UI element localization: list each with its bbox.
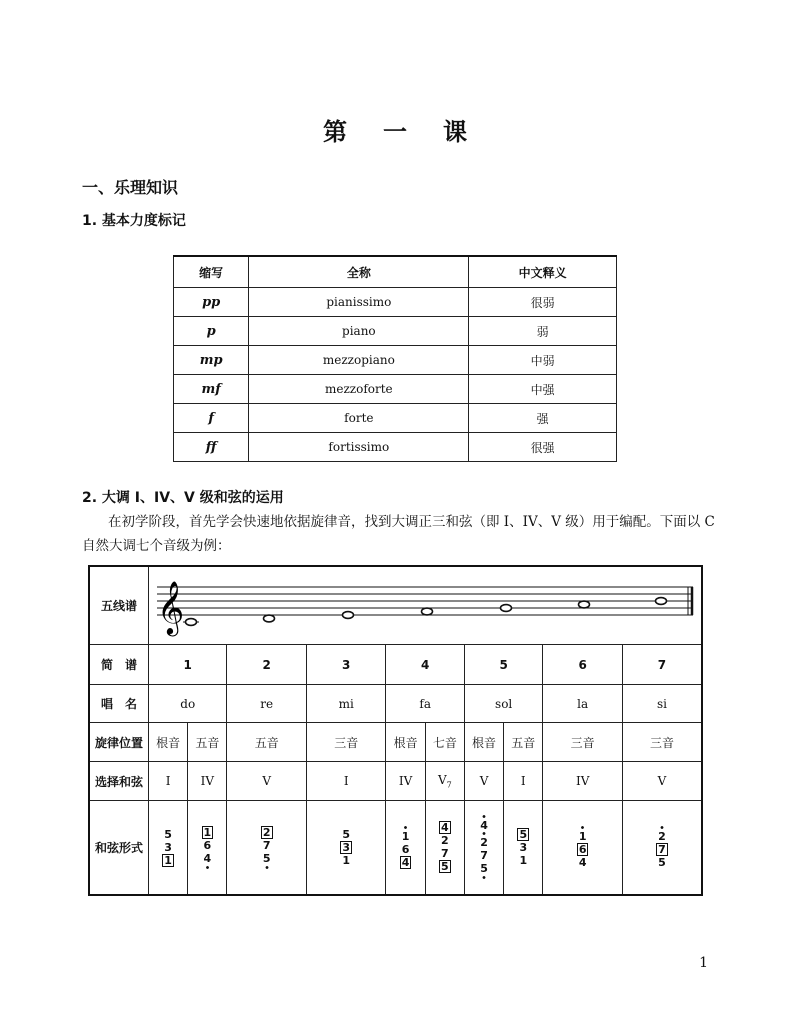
chord-note [202, 852, 214, 869]
abbr-cell: mf [174, 375, 249, 404]
position-cell: 七音 [425, 723, 464, 762]
chord-note-digit: 5 [440, 860, 449, 874]
chord-note [261, 852, 273, 869]
note-a [579, 601, 590, 608]
chord-form-cell [386, 801, 425, 895]
chord-note-digit: 2 [480, 836, 488, 850]
note-g [501, 605, 512, 612]
number-cell: 1 [149, 645, 227, 685]
chord-note [400, 843, 412, 856]
chord-form-cell [227, 801, 307, 895]
solfege-cell: sol [464, 685, 542, 723]
chord-note [517, 841, 529, 854]
staff-cell [149, 566, 703, 645]
chord-note-digit: 6 [203, 838, 212, 852]
abbr-cell: p [174, 317, 249, 346]
row-label: 简 谱 [89, 645, 149, 685]
chord-cell: V [622, 762, 702, 801]
meaning-cell: 很强 [469, 433, 617, 462]
chord-note-digit: 1 [401, 829, 410, 843]
chord-note [577, 826, 589, 843]
chord-note-digit: 5 [342, 827, 351, 841]
chord-note [517, 828, 529, 841]
chord-cell: I [504, 762, 543, 801]
chord-note [340, 854, 352, 867]
position-cell: 三音 [306, 723, 386, 762]
number-cell: 4 [386, 645, 464, 685]
solfege-cell: fa [386, 685, 464, 723]
row-label: 旋律位置 [89, 723, 149, 762]
subsection-heading-2: 2. 大调 I、IV、V 级和弦的运用 [82, 490, 284, 506]
chord-note-digit: 1 [578, 829, 587, 843]
position-cell: 三音 [622, 723, 702, 762]
position-cell: 根音 [149, 723, 188, 762]
chord-note [439, 834, 451, 847]
intro-paragraph: 在初学阶段，首先学会快速地依据旋律音，找到大调正三和弦（即 I、IV、V 级）用于编配。下面以 C 自然大调七个音级为例： [82, 514, 715, 554]
chord-form-cell [188, 801, 227, 895]
chord-note [202, 826, 214, 839]
chord-note [517, 854, 529, 867]
chord-note-digit: 3 [519, 840, 528, 854]
chord-form-cell [306, 801, 386, 895]
abbr-cell: mp [174, 346, 249, 375]
position-cell: 根音 [464, 723, 503, 762]
chord-note [400, 826, 412, 843]
solfege-cell: mi [306, 685, 386, 723]
chord-cell: IV [543, 762, 623, 801]
note-f [422, 608, 433, 615]
chord-note-digit: 4 [401, 855, 410, 869]
header-cell: 中文释义 [469, 256, 617, 288]
chord-note [656, 843, 668, 856]
full-name-cell: mezzopiano [249, 346, 469, 375]
chord-stack [400, 826, 412, 869]
chord-note-digit: 4 [203, 851, 212, 865]
number-cell: 5 [464, 645, 542, 685]
position-cell: 根音 [386, 723, 425, 762]
note-b [656, 598, 667, 605]
chord-note-digit: 5 [262, 851, 271, 865]
number-cell: 6 [543, 645, 623, 685]
chord-note-digit: 1 [164, 853, 172, 867]
chord-note-digit: 3 [342, 840, 351, 854]
section-heading: 一、乐理知识 [82, 178, 179, 197]
subsection-heading-1: 1. 基本力度标记 [82, 213, 186, 229]
row-label: 唱 名 [89, 685, 149, 723]
chord-cell: I [149, 762, 188, 801]
full-name-cell: pianissimo [249, 288, 469, 317]
chord-note [480, 862, 488, 879]
chord-note-digit: 1 [342, 853, 351, 867]
meaning-cell: 中强 [469, 375, 617, 404]
note-e [343, 612, 354, 619]
position-cell: 五音 [504, 723, 543, 762]
chord-note-digit: 1 [519, 853, 528, 867]
meaning-cell: 弱 [469, 317, 617, 346]
title-char: 课 [443, 118, 467, 146]
chord-note-digit: 4 [480, 819, 488, 833]
chord-form-row [89, 801, 702, 895]
chord-stack [577, 826, 589, 869]
chord-note-digit: 5 [519, 827, 528, 841]
chord-note-digit: 4 [578, 855, 587, 869]
chord-cell: V [227, 762, 307, 801]
full-name-cell: fortissimo [249, 433, 469, 462]
chord-note-digit: 7 [440, 847, 449, 861]
chord-note-digit: 2 [440, 834, 449, 848]
chord-note-digit: 6 [401, 842, 410, 856]
chord-note [439, 860, 451, 873]
chord-cell: IV [386, 762, 425, 801]
chord-form-cell [504, 801, 543, 895]
table-row [174, 346, 617, 375]
page-title [0, 112, 790, 147]
chord-note [480, 815, 488, 832]
position-cell: 五音 [227, 723, 307, 762]
chord-note [577, 843, 589, 856]
chord-note [577, 856, 589, 869]
row-label: 选择和弦 [89, 762, 149, 801]
number-cell: 3 [306, 645, 386, 685]
chord-stack [162, 828, 174, 867]
chord-form-cell [149, 801, 188, 895]
solfege-cell: do [149, 685, 227, 723]
row-label: 和弦形式 [89, 801, 149, 895]
page-number: 1 [699, 955, 708, 971]
table-row [174, 404, 617, 433]
chord-stack [202, 826, 214, 869]
scale-chord-table [88, 565, 703, 896]
chord-form-cell [543, 801, 623, 895]
number-row [89, 645, 702, 685]
chord-note [480, 849, 488, 862]
chord-note [400, 856, 412, 869]
chord-note-digit: 5 [480, 862, 488, 876]
chord-cell [425, 762, 464, 801]
chord-row [89, 762, 702, 801]
row-label: 五线谱 [89, 566, 149, 645]
chord-note [261, 826, 273, 839]
table-header-row [174, 256, 617, 288]
chord-note-digit: 5 [658, 855, 666, 869]
table-row [174, 433, 617, 462]
chord-note-digit: 7 [262, 838, 271, 852]
number-cell: 2 [227, 645, 307, 685]
chord-note [162, 841, 174, 854]
chord-note [439, 847, 451, 860]
chord-seventh-subscript: 7 [446, 780, 452, 790]
chord-stack [480, 815, 488, 879]
chord-stack [340, 828, 352, 867]
full-name-cell: mezzoforte [249, 375, 469, 404]
chord-stack [517, 828, 529, 867]
note-d [264, 615, 275, 622]
solfege-row [89, 685, 702, 723]
chord-note-digit: 2 [262, 825, 271, 839]
chord-symbol: V [437, 772, 447, 787]
meaning-cell: 中弱 [469, 346, 617, 375]
chord-stack [439, 821, 451, 873]
chord-note [340, 841, 352, 854]
chord-note-digit: 5 [164, 827, 172, 841]
chord-note [340, 828, 352, 841]
chord-stack [261, 826, 273, 869]
chord-note [439, 821, 451, 834]
solfege-cell: la [543, 685, 623, 723]
chord-cell: V [464, 762, 503, 801]
chord-note [202, 839, 214, 852]
chord-cell: I [306, 762, 386, 801]
header-cell: 缩写 [174, 256, 249, 288]
chord-stack [656, 826, 668, 869]
chord-note-digit: 4 [440, 821, 449, 835]
chord-note-digit: 2 [658, 829, 666, 843]
position-row [89, 723, 702, 762]
chord-note [480, 832, 488, 849]
abbr-cell: pp [174, 288, 249, 317]
chord-note [261, 839, 273, 852]
meaning-cell: 很弱 [469, 288, 617, 317]
chord-note-digit: 6 [578, 842, 587, 856]
meaning-cell: 强 [469, 404, 617, 433]
chord-note-digit: 1 [203, 825, 212, 839]
chord-form-cell [464, 801, 503, 895]
chord-note-digit: 7 [658, 842, 666, 856]
chord-note [656, 826, 668, 843]
full-name-cell: piano [249, 317, 469, 346]
position-cell: 三音 [543, 723, 623, 762]
table-row [174, 317, 617, 346]
title-char: 第 [323, 118, 347, 146]
chord-note [162, 828, 174, 841]
staff-row [89, 566, 702, 645]
staff-notation [155, 571, 695, 637]
chord-cell: IV [188, 762, 227, 801]
full-name-cell: forte [249, 404, 469, 433]
solfege-cell: si [622, 685, 702, 723]
header-cell: 全称 [249, 256, 469, 288]
abbr-cell: f [174, 404, 249, 433]
chord-form-cell [622, 801, 702, 895]
position-cell: 五音 [188, 723, 227, 762]
number-cell: 7 [622, 645, 702, 685]
chord-note-digit: 7 [480, 849, 488, 863]
chord-note [656, 856, 668, 869]
chord-note [162, 854, 174, 867]
abbr-cell: ff [174, 433, 249, 462]
dynamics-table [173, 255, 617, 462]
treble-clef-icon: 𝄞 [157, 580, 185, 634]
solfege-cell: re [227, 685, 307, 723]
table-row [174, 375, 617, 404]
chord-form-cell [425, 801, 464, 895]
chord-note-digit: 3 [164, 840, 172, 854]
table-row [174, 288, 617, 317]
title-char: 一 [383, 118, 407, 146]
note-c [186, 619, 197, 626]
